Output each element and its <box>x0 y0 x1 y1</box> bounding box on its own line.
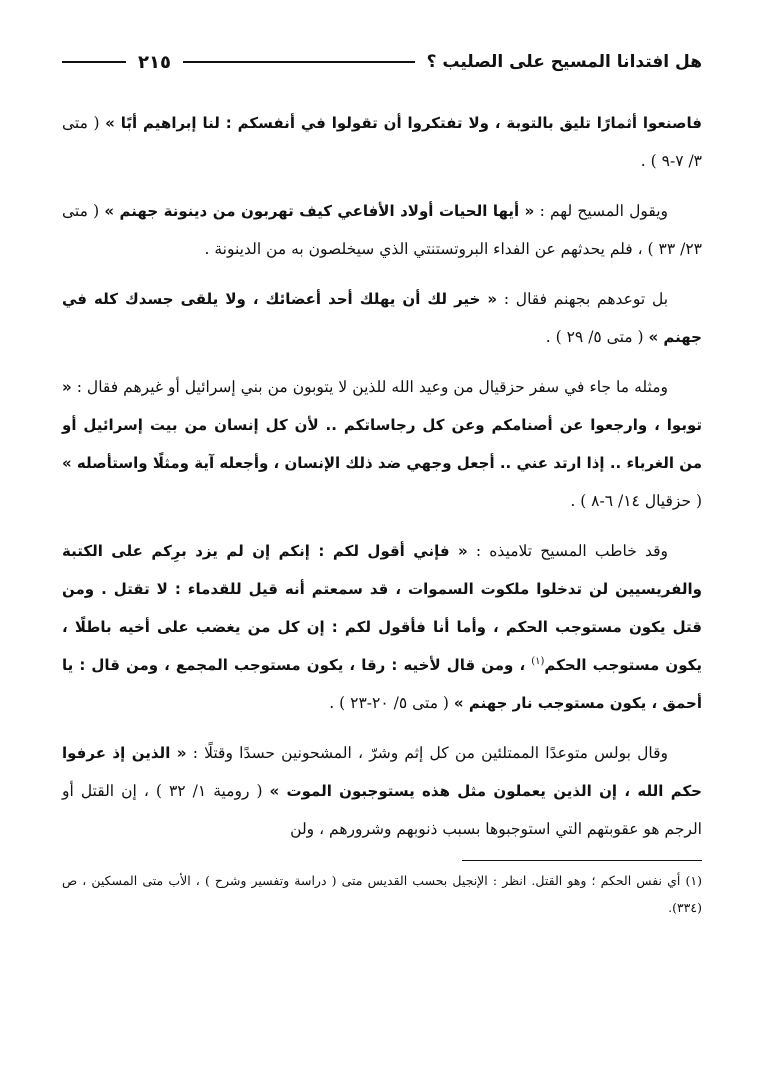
book-page <box>62 42 702 934</box>
paragraph-3 <box>62 280 702 356</box>
paragraph-1 <box>62 104 702 180</box>
citation-text: ( متى ٥/ ٢٩ ) . <box>545 328 649 346</box>
footnote-reference: (١) <box>531 655 545 667</box>
quote-text: « أيها الحيات أولاد الأفاعي كيف تهربون من دينونة جهنم » <box>104 202 535 220</box>
citation-text: ( متى ٥/ ٢٠-٢٣ ) . <box>329 694 454 712</box>
body-segment: ويقول المسيح لهم : <box>534 202 668 220</box>
footnote-separator <box>462 860 702 861</box>
quote-text: فاصنعوا أثمارًا تليق بالتوبة ، ولا تفتكروا أن تقولوا في أنفسكم : لنا إبراهيم أبًا » <box>105 114 702 132</box>
body-segment: ( رومية ١/ ٣٢ ) ، إن القتل أو الرجم هو عقوبتهم التي استوجبوها بسبب ذنوبهم وشرورهم ، ولن <box>62 782 702 838</box>
running-header <box>62 42 702 82</box>
body-segment: بل توعدهم بجهنم فقال : <box>497 290 669 308</box>
body-text <box>62 104 702 848</box>
quote-text: « فإني أقول لكم : إنكم إن لم يزد برِكم على الكتبة والفريسيين لن تدخلوا ملكوت السموات ، قد سمعتم أنه قيل للقدماء : لا تقتل . ومن قتل يكون مستوجب الحكم ، وأما أنا فأقول لكم : إن كل من يغضب على أخيه باطلًا ، يكون مستوجب الحكم <box>62 542 702 674</box>
quote-text: « الذين إذ عرفوا حكم الله ، إن الذين يعملون مثل هذه يستوجبون الموت » <box>62 744 702 800</box>
paragraph-4 <box>62 368 702 520</box>
page-number: ٢١٥ <box>138 51 171 73</box>
quote-text: « توبوا ، وارجعوا عن أصنامكم وعن كل رجاساتكم .. لأن كل إنسان من بيت إسرائيل أو من الغرباء .. إذا ارتد عني .. أجعل وجهي ضد ذلك الإنسان ، وأجعله آية ومثلًا واستأصله » <box>62 378 702 472</box>
paragraph-5 <box>62 532 702 722</box>
body-segment: ومثله ما جاء في سفر حزقيال من وعيد الله للذين لا يتوبون من بني إسرائيل أو غيرهم فقال : <box>71 378 668 396</box>
body-segment: وقال بولس متوعدًا الممتلئين من كل إثم وشرّ ، المشحونين حسدًا وقتلًا : <box>186 744 668 762</box>
quote-text: « خير لك أن يهلك أحد أعضائك ، ولا يلقى جسدك كله في جهنم » <box>62 290 702 346</box>
citation-text: ( حزقيال ١٤/ ٦-٨ ) . <box>570 492 702 510</box>
paragraph-2 <box>62 192 702 268</box>
header-rule <box>183 61 415 63</box>
running-title: هل افتدانا المسيح على الصليب ؟ <box>426 52 702 72</box>
body-segment: ( متى ٢٣/ ٣٣ ) ، فلم يحدثهم عن الفداء البروتستنتي الذي سيخلصون به من الدينونة . <box>62 202 702 258</box>
citation-text: ( متى ٣/ ٧-٩ ) . <box>62 114 702 170</box>
footnote: (١) أي نفس الحكم ؛ وهو القتل. انظر : الإنجيل بحسب القديس متى ( دراسة وتفسير وشرح ) ، الأب متى المسكين ، ص (٣٣٤). <box>62 873 702 915</box>
body-segment: وقد خاطب المسيح تلاميذه : <box>467 542 668 560</box>
header-trailing-rule <box>62 61 126 63</box>
paragraph-6 <box>62 734 702 848</box>
quote-text: ، ومن قال لأخيه : رقا ، يكون مستوجب المجمع ، ومن قال : يا أحمق ، يكون مستوجب نار جهنم » <box>62 656 702 712</box>
